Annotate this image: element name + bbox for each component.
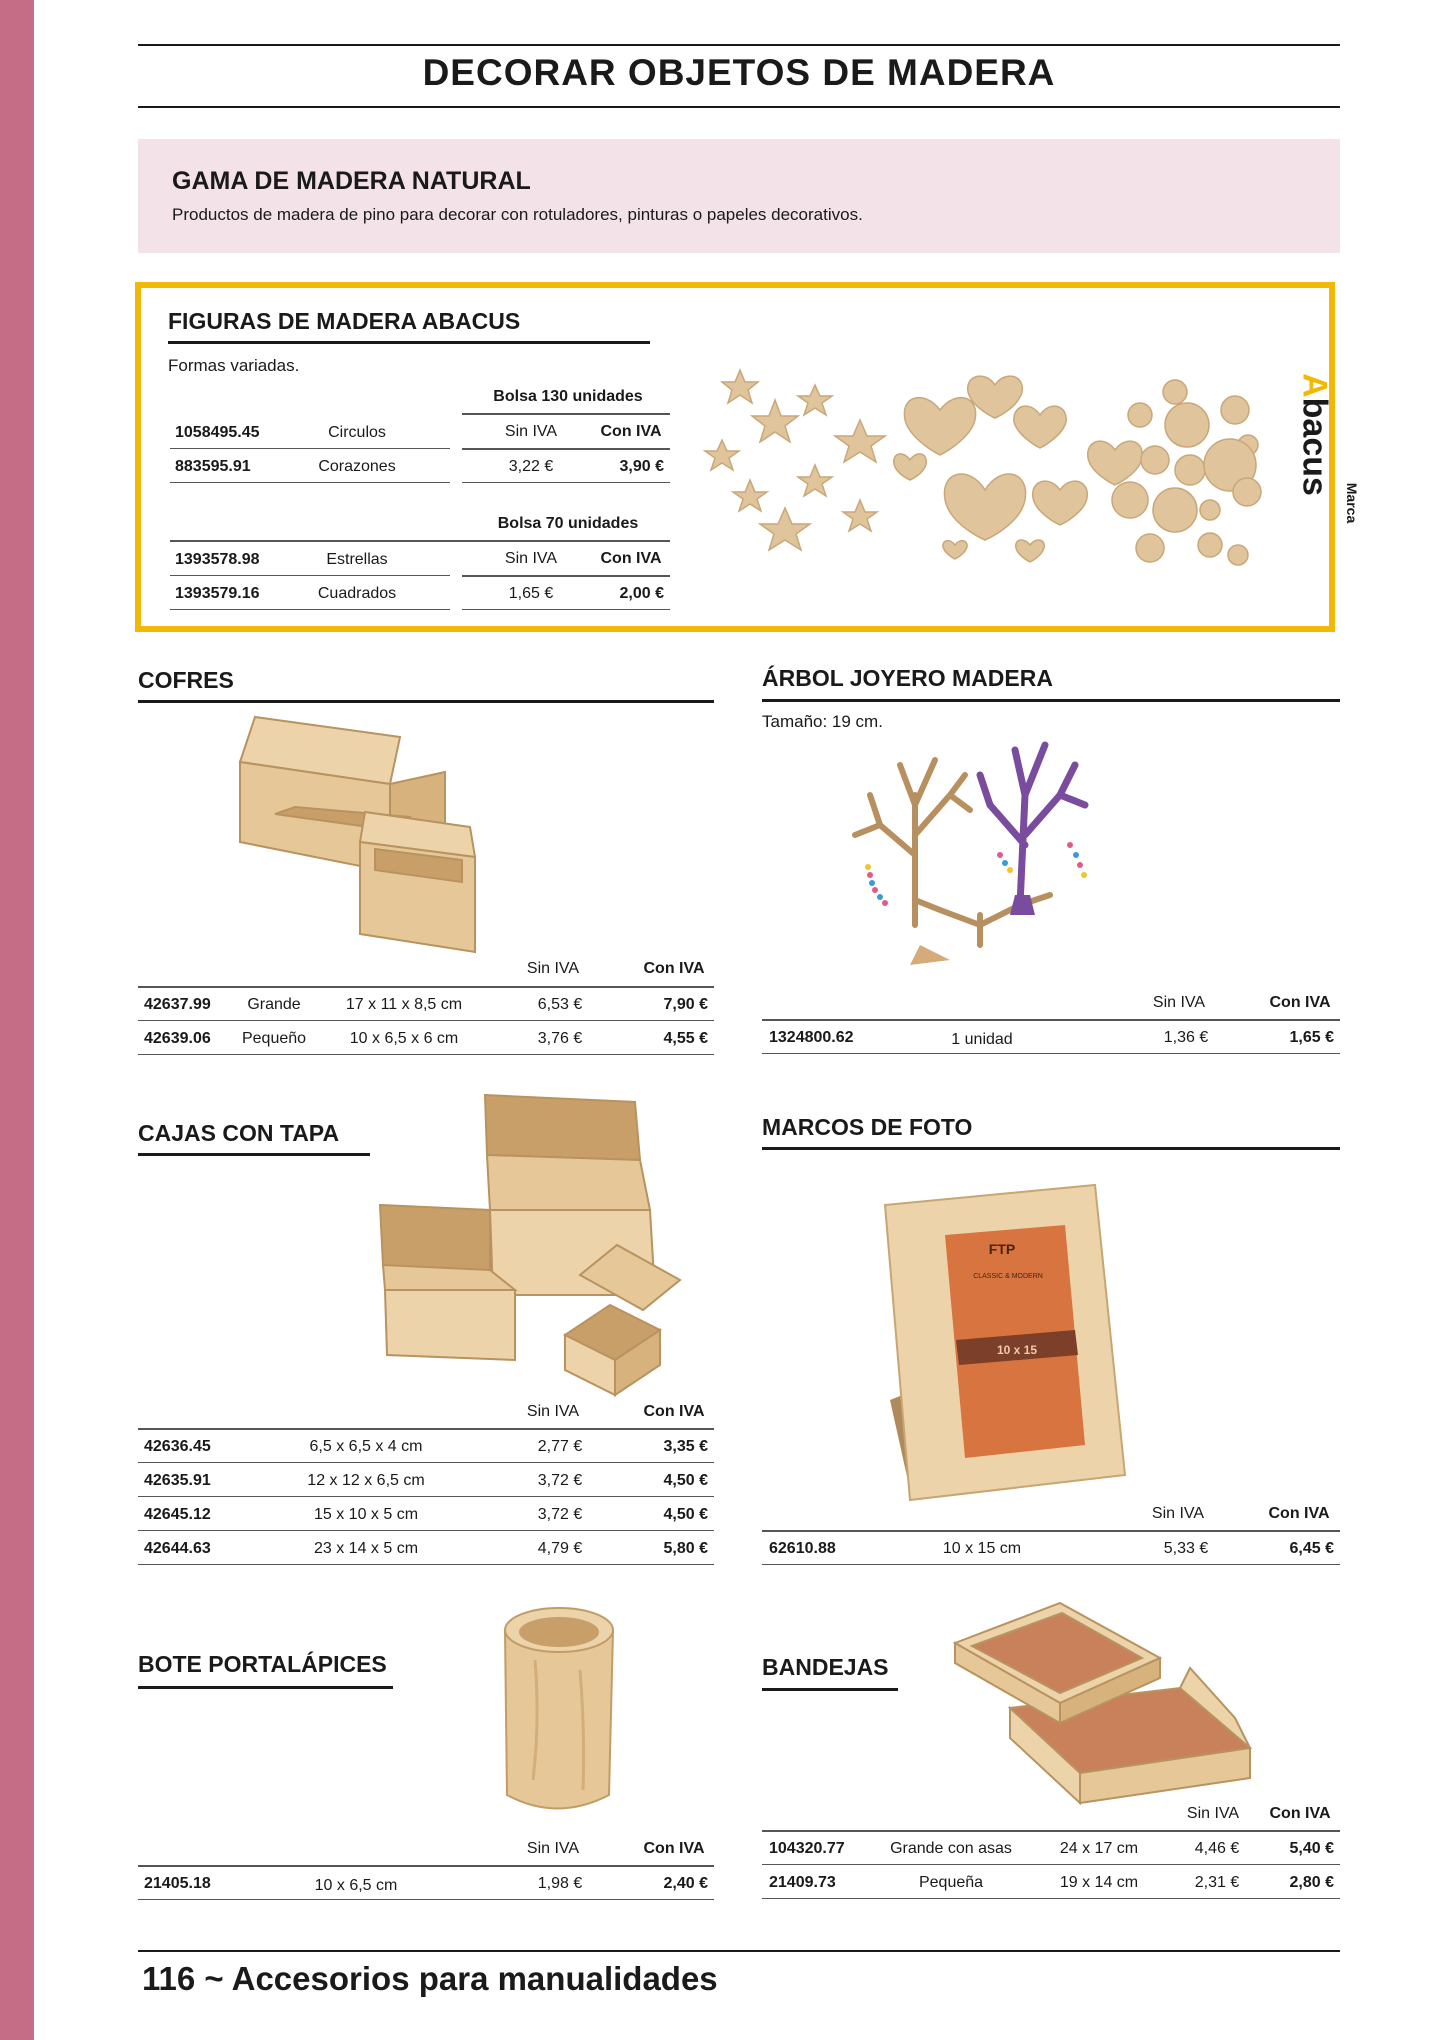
- price-con-iva: 2,40 €: [663, 1875, 708, 1892]
- abacus-sin-iva-header-2: Sin IVA: [504, 550, 558, 567]
- product-code: 42636.45: [144, 1438, 211, 1455]
- abacus-title-underline: [168, 341, 650, 344]
- product-code: 1393579.16: [175, 585, 260, 602]
- product-dimensions: 10 x 15 cm: [942, 1540, 1022, 1557]
- bote-title-underline: [138, 1686, 393, 1689]
- product-name: Estrellas: [326, 551, 388, 568]
- product-name: Corazones: [318, 458, 396, 475]
- product-code: 1324800.62: [769, 1029, 854, 1046]
- price-sin-iva: 4,79 €: [537, 1540, 583, 1557]
- cofres-con-iva-header: Con IVA: [643, 960, 705, 977]
- marcos-title-underline: [762, 1147, 1340, 1150]
- table-row-prices: [462, 450, 670, 483]
- table-row-prices: [462, 577, 670, 610]
- bandejas-con-iva-header: Con IVA: [1269, 1805, 1331, 1822]
- price-sin-iva: 3,76 €: [537, 1030, 583, 1047]
- marcos-sin-iva-header: Sin IVA: [1151, 1505, 1205, 1522]
- product-name: Cuadrados: [317, 585, 397, 602]
- product-dimensions: 24 x 17 cm: [1059, 1840, 1139, 1857]
- product-code: 1393578.98: [175, 551, 260, 568]
- table-row: [170, 450, 450, 483]
- arbol-title-underline: [762, 699, 1340, 702]
- bote-title: BOTE PORTALÁPICES: [138, 1651, 387, 1677]
- table-row: [762, 1021, 1340, 1054]
- product-code: 42644.63: [144, 1540, 211, 1557]
- product-code: 21409.73: [769, 1874, 836, 1891]
- price-sin-iva: 4,46 €: [1194, 1840, 1240, 1857]
- price-sin-iva: 1,65 €: [508, 585, 554, 602]
- price-con-iva: 1,65 €: [1289, 1029, 1334, 1046]
- table-row: [138, 988, 714, 1021]
- product-code: 883595.91: [175, 458, 251, 475]
- page-title: DECORAR OBJETOS DE MADERA: [422, 52, 1056, 93]
- price-con-iva: 6,45 €: [1289, 1540, 1334, 1557]
- abacus-bolsa130-header: Bolsa 130 unidades: [493, 388, 643, 405]
- price-sin-iva: 1,98 €: [537, 1875, 583, 1892]
- arbol-title: ÁRBOL JOYERO MADERA: [762, 665, 1053, 691]
- table-row: [138, 1532, 714, 1565]
- product-code: 62610.88: [769, 1540, 836, 1557]
- price-sin-iva: 3,72 €: [537, 1506, 583, 1523]
- price-con-iva: 5,80 €: [663, 1540, 708, 1557]
- marcos-con-iva-header: Con IVA: [1268, 1505, 1330, 1522]
- abacus-con-iva-header-2: Con IVA: [600, 550, 662, 567]
- price-sin-iva: 2,31 €: [1194, 1874, 1240, 1891]
- product-name: Circulos: [328, 424, 386, 441]
- table-row: [170, 416, 450, 449]
- table-row: [138, 1498, 714, 1531]
- gama-intro-box: [138, 139, 1340, 253]
- price-con-iva: 3,35 €: [663, 1438, 708, 1455]
- product-code: 42635.91: [144, 1472, 211, 1489]
- price-con-iva: 7,90 €: [663, 996, 708, 1013]
- table-row: [138, 1430, 714, 1463]
- cajas-con-iva-header: Con IVA: [643, 1403, 705, 1420]
- product-size: Pequeño: [241, 1030, 307, 1047]
- cajas-sin-iva-header: Sin IVA: [526, 1403, 580, 1420]
- abacus-brand-logo: [1282, 345, 1360, 545]
- price-con-iva: 4,50 €: [663, 1506, 708, 1523]
- abacus-title: FIGURAS DE MADERA ABACUS: [168, 308, 521, 334]
- product-size: Grande: [247, 996, 301, 1013]
- abacus-sin-iva-header: Sin IVA: [504, 423, 558, 440]
- price-con-iva: 3,90 €: [619, 458, 664, 475]
- table-row: [762, 1866, 1340, 1899]
- price-con-iva: 5,40 €: [1289, 1840, 1334, 1857]
- product-code: 1058495.45: [175, 424, 260, 441]
- bolsa70-rule: [170, 540, 670, 542]
- brand-initial: A: [1295, 373, 1334, 398]
- title-top-rule: [138, 44, 1340, 46]
- product-dimensions: 10 x 6,5 x 6 cm: [349, 1030, 459, 1047]
- arbol-sin-iva-header: Sin IVA: [1152, 994, 1206, 1011]
- price-con-iva: 2,00 €: [619, 585, 664, 602]
- price-con-iva: 4,50 €: [663, 1472, 708, 1489]
- abacus-bolsa70-header: Bolsa 70 unidades: [497, 515, 639, 532]
- table-row: [138, 1464, 714, 1497]
- table-row: [138, 1022, 714, 1055]
- product-dimensions: 12 x 12 x 6,5 cm: [307, 1472, 425, 1489]
- price-sin-iva: 3,22 €: [508, 458, 554, 475]
- price-sin-iva: 2,77 €: [537, 1438, 583, 1455]
- arbol-con-iva-header: Con IVA: [1269, 994, 1331, 1011]
- product-dimensions: 23 x 14 x 5 cm: [313, 1540, 419, 1557]
- product-description: 1 unidad: [951, 1031, 1013, 1048]
- price-sin-iva: 6,53 €: [537, 996, 583, 1013]
- product-dimensions: 6,5 x 6,5 x 4 cm: [309, 1438, 423, 1455]
- price-sin-iva: 1,36 €: [1163, 1029, 1209, 1046]
- marcos-title: MARCOS DE FOTO: [762, 1114, 973, 1140]
- bote-con-iva-header: Con IVA: [643, 1840, 705, 1857]
- frame-tag-text: CLASSIC & MODERN: [973, 1273, 1043, 1280]
- table-row: [170, 577, 450, 610]
- wooden-boxes-image: [375, 1090, 685, 1400]
- gama-title: GAMA DE MADERA NATURAL: [172, 167, 531, 195]
- product-code: 104320.77: [769, 1840, 845, 1857]
- side-color-stripe: [0, 0, 34, 2040]
- product-dimensions: 19 x 14 cm: [1059, 1874, 1139, 1891]
- jewelry-tree-image: [840, 735, 1120, 995]
- arbol-subtitle: Tamaño: 19 cm.: [762, 712, 883, 731]
- cofres-sin-iva-header: Sin IVA: [526, 960, 580, 977]
- table-row: [762, 1832, 1340, 1865]
- product-description: Grande con asas: [890, 1840, 1012, 1857]
- product-dimensions: 17 x 11 x 8,5 cm: [345, 996, 463, 1013]
- abacus-con-iva-header: Con IVA: [600, 423, 662, 440]
- price-sin-iva: 5,33 €: [1163, 1540, 1209, 1557]
- price-con-iva: 4,55 €: [663, 1030, 708, 1047]
- bote-sin-iva-header: Sin IVA: [526, 1840, 580, 1857]
- table-row: [762, 1532, 1340, 1565]
- frame-size-text: 10 x 15: [996, 1343, 1038, 1357]
- gama-description: Productos de madera de pino para decorar con rotuladores, pinturas o papeles decorativos.: [172, 205, 863, 224]
- page-footer: 116 ~ Accesorios para manualidades: [142, 1960, 718, 1997]
- product-dimensions: 10 x 6,5 cm: [314, 1877, 398, 1894]
- brand-name: bacus: [1295, 397, 1334, 496]
- bandejas-sin-iva-header: Sin IVA: [1186, 1805, 1240, 1822]
- bandejas-title-underline: [762, 1688, 898, 1691]
- product-code: 42637.99: [144, 996, 211, 1013]
- product-code: 21405.18: [144, 1875, 211, 1892]
- product-code: 42639.06: [144, 1030, 211, 1047]
- wooden-chest-image: [230, 712, 500, 972]
- cajas-title: CAJAS CON TAPA: [138, 1120, 340, 1146]
- frame-brand-text: FTP: [988, 1241, 1016, 1257]
- brand-marca: Marca: [1344, 482, 1360, 524]
- trays-image: [950, 1598, 1290, 1808]
- title-bottom-rule: [138, 106, 1340, 108]
- cajas-title-underline: [138, 1153, 370, 1156]
- product-code: 42645.12: [144, 1506, 211, 1523]
- cofres-title: COFRES: [138, 667, 234, 693]
- bolsa130-rule: [462, 413, 670, 415]
- pencil-holder-image: [495, 1600, 625, 1820]
- wooden-figures-image: [700, 340, 1270, 580]
- footer-rule: [138, 1950, 1340, 1952]
- price-sin-iva: 3,72 €: [537, 1472, 583, 1489]
- abacus-subtitle: Formas variadas.: [168, 356, 300, 375]
- product-dimensions: 15 x 10 x 5 cm: [313, 1506, 419, 1523]
- table-row: [170, 543, 450, 576]
- product-description: Pequeña: [918, 1874, 984, 1891]
- table-row: [138, 1867, 714, 1900]
- bandejas-title: BANDEJAS: [762, 1654, 889, 1680]
- photo-frame-image: [880, 1180, 1130, 1510]
- price-con-iva: 2,80 €: [1289, 1874, 1334, 1891]
- cofres-title-underline: [138, 700, 714, 703]
